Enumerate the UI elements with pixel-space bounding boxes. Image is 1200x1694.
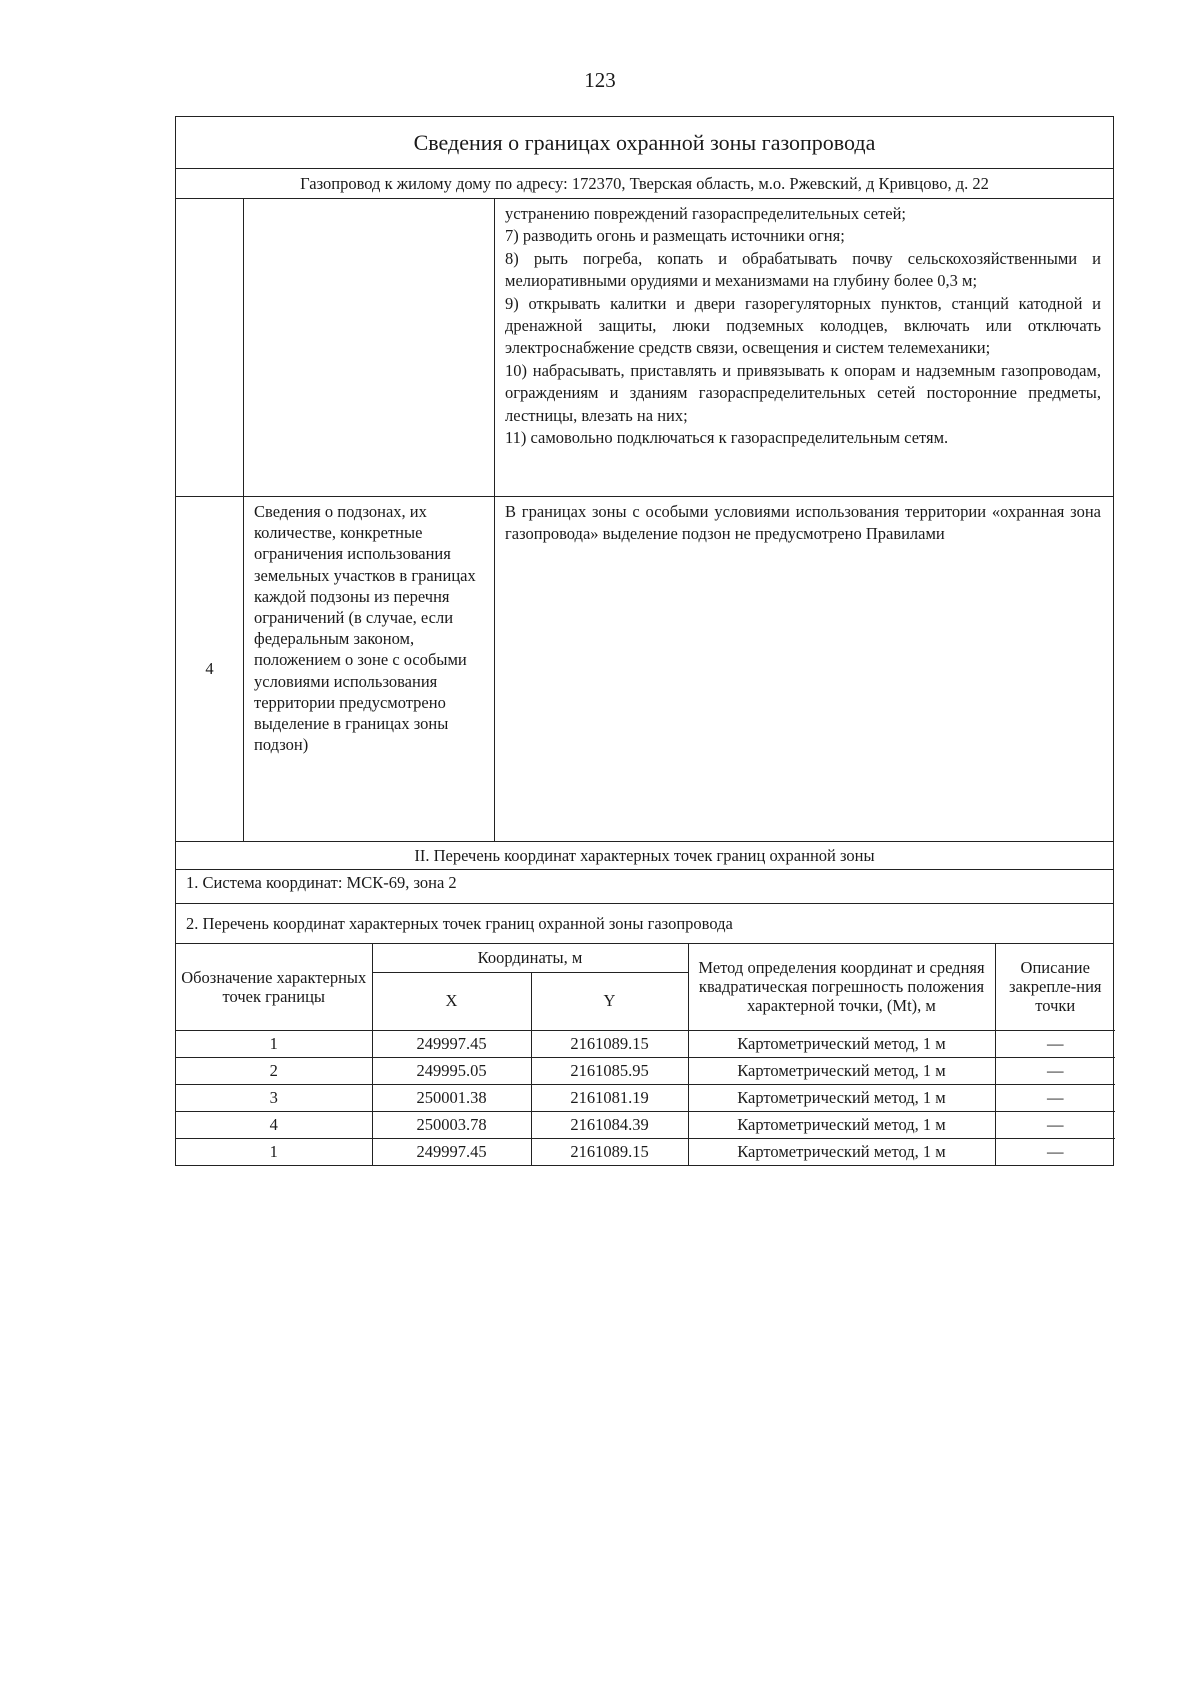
- page-number: 123: [584, 68, 616, 92]
- coordinate-system: 1. Система координат: МСК-69, зона 2: [176, 870, 1113, 904]
- coordinates-table-wrap: [176, 944, 1113, 1165]
- header-description: Описание закрепле-ния точки: [995, 944, 1115, 1030]
- cell-description: —: [995, 1030, 1115, 1057]
- coordinates-table: [176, 944, 1115, 1165]
- cell-method: Картометрический метод, 1 м: [688, 1084, 995, 1111]
- cell-method: Картометрический метод, 1 м: [688, 1138, 995, 1165]
- cell-x: 249997.45: [372, 1138, 531, 1165]
- cell-method: Картометрический метод, 1 м: [688, 1057, 995, 1084]
- cell-x: 249997.45: [372, 1030, 531, 1057]
- cell-x: 250003.78: [372, 1111, 531, 1138]
- cell-description: —: [995, 1057, 1115, 1084]
- cell-y: 2161089.15: [531, 1138, 688, 1165]
- header-point: Обозначение характерных точек границы: [176, 944, 372, 1030]
- header-x: X: [372, 972, 531, 1030]
- zone-info-document: [175, 116, 1114, 1166]
- cell-x: 250001.38: [372, 1084, 531, 1111]
- pipeline-address: Газопровод к жилому дому по адресу: 172370, Тверская область, м.о. Ржевский, д Кривцово, д. 22: [176, 169, 1113, 199]
- cell-method: Картометрический метод, 1 м: [688, 1111, 995, 1138]
- table-row: [176, 1030, 1115, 1057]
- cell-y: 2161089.15: [531, 1030, 688, 1057]
- header-method: Метод определения координат и средняя квадратическая погрешность положения характерной точки, (Mt), м: [688, 944, 995, 1030]
- cell-description: —: [995, 1111, 1115, 1138]
- restriction-item: устранению повреждений газораспределительных сетей;: [505, 204, 907, 223]
- subzone-row: [176, 497, 1113, 842]
- cell-description: —: [995, 1138, 1115, 1165]
- cell-x: 249995.05: [372, 1057, 531, 1084]
- cell-y: 2161085.95: [531, 1057, 688, 1084]
- cell-point: 3: [176, 1084, 372, 1111]
- points-list-title: 2. Перечень координат характерных точек границ охранной зоны газопровода: [176, 904, 1113, 944]
- cell-y: 2161084.39: [531, 1111, 688, 1138]
- cell-point: 4: [176, 1111, 372, 1138]
- table-row: [176, 1111, 1115, 1138]
- section-2-title: II. Перечень координат характерных точек границ охранной зоны: [176, 842, 1113, 870]
- cell-point: 1: [176, 1030, 372, 1057]
- cell-point: 2: [176, 1057, 372, 1084]
- restriction-item: 7) разводить огонь и размещать источники огня;: [505, 226, 845, 246]
- row-number-empty: [176, 199, 244, 496]
- cell-method: Картометрический метод, 1 м: [688, 1030, 995, 1057]
- table-row: [176, 1084, 1115, 1111]
- cell-point: 1: [176, 1138, 372, 1165]
- document-title: Сведения о границах охранной зоны газопровода: [176, 117, 1113, 169]
- cell-y: 2161081.19: [531, 1084, 688, 1111]
- restrictions-continued-row: [176, 199, 1113, 497]
- restriction-item: 11) самовольно подключаться к газораспределительным сетям.: [505, 428, 949, 448]
- table-row: [176, 1057, 1115, 1084]
- row-name-empty: [244, 199, 495, 496]
- subzone-row-value: В границах зоны с особыми условиями использования территории «охранная зона газопровода» выделение подзон не предусмотрено Правилами: [505, 502, 1101, 543]
- subzone-row-number: 4: [176, 497, 244, 841]
- subzone-row-name: Сведения о подзонах, их количестве, конкретные ограничения использования земельных участков в границах каждой подзоны из перечня ограничений (в случае, если федеральным законом, положением о зоне с особыми условиями использования территории предусмотрено выделение в границах зоны подзон): [244, 497, 495, 841]
- restriction-item: 10) набрасывать, приставлять и привязывать к опорам и надземным газопроводам, ограждениям и зданиям газораспределительных сетей посторонние предметы, лестницы, влезать на них;: [505, 360, 1101, 425]
- table-row: [176, 1138, 1115, 1165]
- restrictions-list: [495, 199, 1113, 496]
- restriction-item: 8) рыть погреба, копать и обрабатывать почву сельскохозяйственными и мелиоративными орудиями и механизмами на глубину более 0,3 м;: [505, 248, 1101, 291]
- cell-description: —: [995, 1084, 1115, 1111]
- restriction-item: 9) открывать калитки и двери газорегуляторных пунктов, станций катодной и дренажной защиты, люки подземных колодцев, включать или отключать электроснабжение средств связи, освещения и систем телемеханики;: [505, 293, 1101, 358]
- header-y: Y: [531, 972, 688, 1030]
- header-coordinates: Координаты, м: [372, 944, 688, 972]
